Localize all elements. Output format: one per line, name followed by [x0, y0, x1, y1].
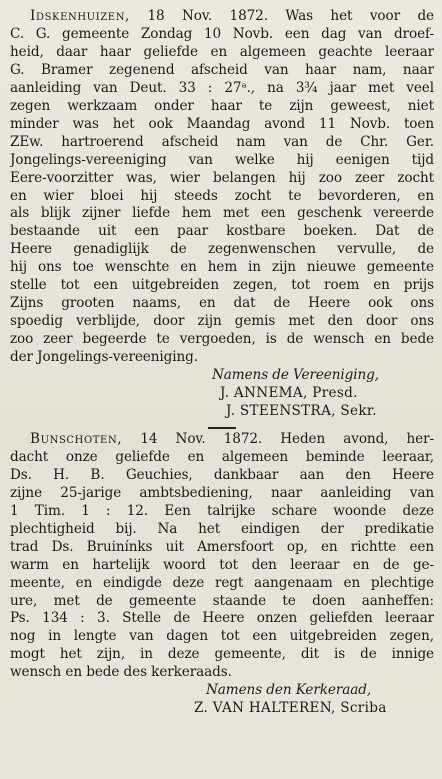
article1-line: aanleiding van Deut. 33 : 27ᵃ., na 3¾ jaar met veel	[10, 79, 434, 96]
article1-sign-intro: Namens de Vereeniging,	[212, 367, 379, 384]
article1-line: stelle tot een uitgebreiden zegen, tot roem en prijs	[10, 277, 434, 294]
article2-last-line: wensch en bede des kerkeraads.	[10, 664, 232, 681]
article2-line: Ps. 134 : 3. Stelle de Heere onzen geliefden leeraar	[10, 610, 434, 627]
article2-line: ure, met de gemeente staande te doen aanheffen:	[10, 592, 434, 609]
article2-sign-intro: Namens den Kerkeraad,	[206, 682, 372, 699]
article1-signer-1: J. ANNEMA, Presd.	[220, 385, 358, 402]
article2-signer-1: Z. VAN HALTEREN, Scriba	[194, 700, 387, 717]
article2-line: nog in lengte van dagen tot een uitgebreiden zegen,	[10, 628, 434, 645]
article1-line: Jongelings-vereeniging van welke hij eenigen tijd	[10, 151, 434, 168]
article1-line: hij ons toe wenschte en hem in zijn nieuwe gemeente	[10, 259, 434, 276]
article1-line: spoedig verblijde, door zijn gemis met den door ons	[10, 313, 434, 330]
article2-line: meente, en eindigde deze regt aangenaam en plechtige	[10, 574, 434, 591]
article1-place: Idskenhuizen,	[30, 8, 130, 24]
article2-line: Ds. H. B. Geuchies, dankbaar aan den Heere	[10, 466, 434, 483]
article1-line: zoo zeer begeerde te vergoeden, is de wensch en bede	[10, 331, 434, 348]
article2-date: 14 Nov. 1872. Heden avond, her-	[122, 430, 434, 447]
article2-line: mogt het zijn, in deze gemeente, dit is de innige	[10, 646, 434, 663]
text-column	[10, 8, 434, 718]
article1-line: als blijk zijner liefde hem met een geschenk vereerde	[10, 205, 434, 222]
article1-line: zegen werkzaam onder haar te zijn geweest, niet	[10, 97, 434, 114]
article2-first-line	[10, 431, 434, 449]
article2-line: trad Ds. Bruinínks uit Amersfoort op, en richtte een	[10, 538, 434, 555]
article1-line: heid, daar haar geliefde en algemeen geachte leeraar	[10, 43, 434, 60]
article1-line: bestaande uit een paar kostbare boeken. Dat de	[10, 223, 434, 240]
article1-line: C. G. gemeente Zondag 10 Novb. een dag van droef-	[10, 25, 434, 42]
article2-line: plechtigheid bij. Na het eindigen der predikatie	[10, 520, 434, 537]
article1-last-line: der Jongelings-vereeniging.	[10, 349, 198, 366]
article1-line: en wier bloei hij steeds zocht te bevorderen, en	[10, 187, 434, 204]
article2-line: warm en hartelijk woord tot den leeraar en de ge-	[10, 556, 434, 573]
article-divider	[208, 427, 236, 429]
article1-line: ZEw. hartroerend afscheid nam van de Chr. Ger.	[10, 133, 434, 150]
article2-line: zijne 25-jarige ambtsbediening, naar aanleiding van	[10, 484, 434, 501]
article1-line: Eere-voorzitter was, wier belangen hij zoo zeer zocht	[10, 169, 434, 186]
article1-line: G. Bramer zegenend afscheid van haar nam, naar	[10, 61, 434, 78]
article2-place: Bunschoten,	[30, 430, 123, 447]
article1-first-line	[10, 8, 434, 26]
article2-line: 1 Tim. 1 : 12. Een talrijke schare woonde deze	[10, 502, 434, 519]
article1-line: Heere genadiglijk de zegenwenschen vervulle, de	[10, 241, 434, 258]
article1-signer-2: J. STEENSTRA, Sekr.	[226, 402, 377, 419]
article1-line: Zijns grooten naams, en dat de Heere ook ons	[10, 295, 434, 312]
article1-date: 18 Nov. 1872. Was het voor de	[129, 8, 434, 24]
article2-line: dacht onze geliefde en algemeen beminde leeraar,	[10, 448, 434, 465]
article1-line: minder was het ook Maandag avond 11 Novb. toen	[10, 115, 434, 132]
